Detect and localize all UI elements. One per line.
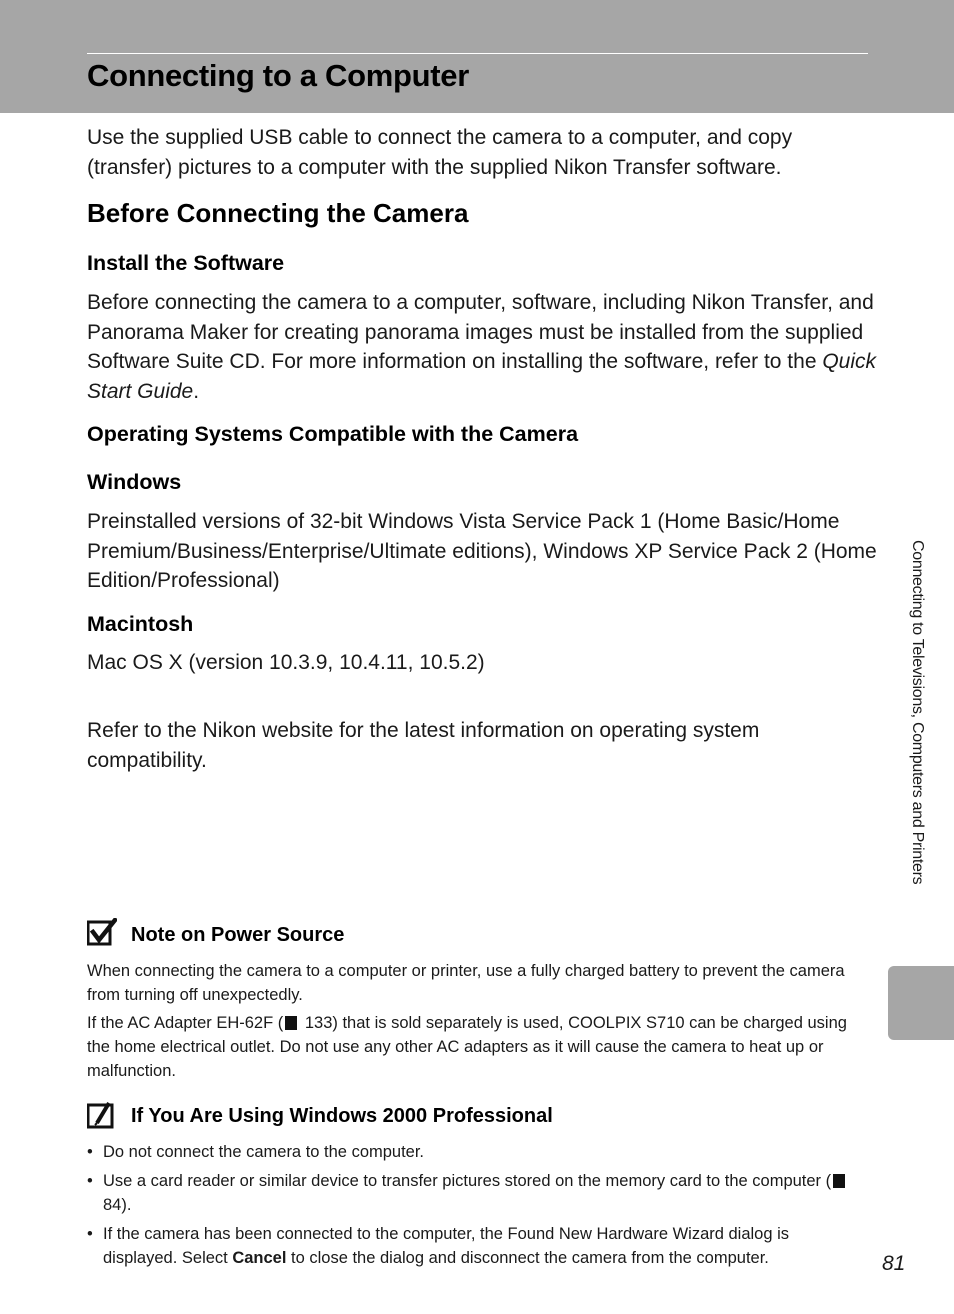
header-band (0, 0, 954, 113)
note-power-para2 (87, 1011, 867, 1083)
macintosh-heading: Macintosh (87, 612, 194, 636)
page-title: Connecting to a Computer (87, 58, 470, 93)
install-text: Before connecting the camera to a computer, software, including Nikon Transfer, and Panorama Maker for creating panorama images must be installed from the supplied Software Suite CD. For more information on installing the software, refer to the (87, 291, 874, 373)
intro-paragraph: Use the supplied USB cable to connect the camera to a computer, and copy (transfer) pictures to a computer with the supplied Nikon Transfer software. (87, 126, 793, 179)
note-power-para1: When connecting the camera to a computer or printer, use a fully charged battery to prevent the camera from turning off unexpectedly. (87, 962, 845, 1004)
bullet3-start: If the camera has been connected to the computer, the Found New Hardware Wizard dialog is displayed. Select (103, 1225, 790, 1267)
install-heading: Install the Software (87, 251, 285, 275)
install-text-end: . (193, 379, 200, 403)
side-tab-label: Connecting to Televisions, Computers and Printers (909, 540, 926, 885)
side-tab-marker (888, 966, 954, 1040)
note-power-title: Note on Power Source (131, 924, 345, 946)
quick-start-guide-title: Quick Start Guide (87, 350, 877, 403)
reference-icon (833, 1174, 845, 1188)
section-heading: Before Connecting the Camera (87, 198, 469, 228)
check-icon (87, 918, 117, 948)
header-rule (87, 53, 868, 54)
note-windows2000-title: If You Are Using Windows 2000 Professional (131, 1105, 553, 1127)
cancel-label: Cancel (232, 1249, 287, 1267)
windows-paragraph: Preinstalled versions of 32-bit Windows Vista Service Pack 1 (Home Basic/Home Premium/Business/Enterprise/Ultimate editions), Windows XP Service Pack 2 (Home Edition/Professional) (87, 510, 877, 592)
reference-icon (285, 1016, 297, 1030)
list-item (87, 1222, 867, 1270)
refer-paragraph: Refer to the Nikon website for the latest information on operating system compatibility. (87, 719, 760, 772)
bullet2-end: 84). (103, 1196, 132, 1214)
bullet3-end: to close the dialog and disconnect the camera from the computer. (286, 1249, 769, 1267)
windows-heading: Windows (87, 470, 182, 494)
list-item: • Do not connect the camera to the computer. (87, 1140, 867, 1164)
note-power-para2-end: 133) that is sold separately is used, COOLPIX S710 can be charged using the home electrical outlet. Do not use any other AC adapters as it will cause the camera to heat up or malfunction. (87, 1014, 847, 1080)
bullet2-start: Use a card reader or similar device to transfer pictures stored on the memory card to the computer ( (103, 1172, 832, 1190)
install-paragraph (87, 288, 877, 406)
pencil-note-icon (87, 1101, 117, 1131)
page-number: 81 (882, 1252, 906, 1275)
windows2000-bullets (87, 1140, 867, 1270)
macintosh-paragraph: Mac OS X (version 10.3.9, 10.4.11, 10.5.2) (87, 651, 485, 674)
os-heading: Operating Systems Compatible with the Camera (87, 422, 579, 446)
note-power-para2-start: If the AC Adapter EH-62F ( (87, 1014, 284, 1032)
list-item (87, 1169, 867, 1217)
